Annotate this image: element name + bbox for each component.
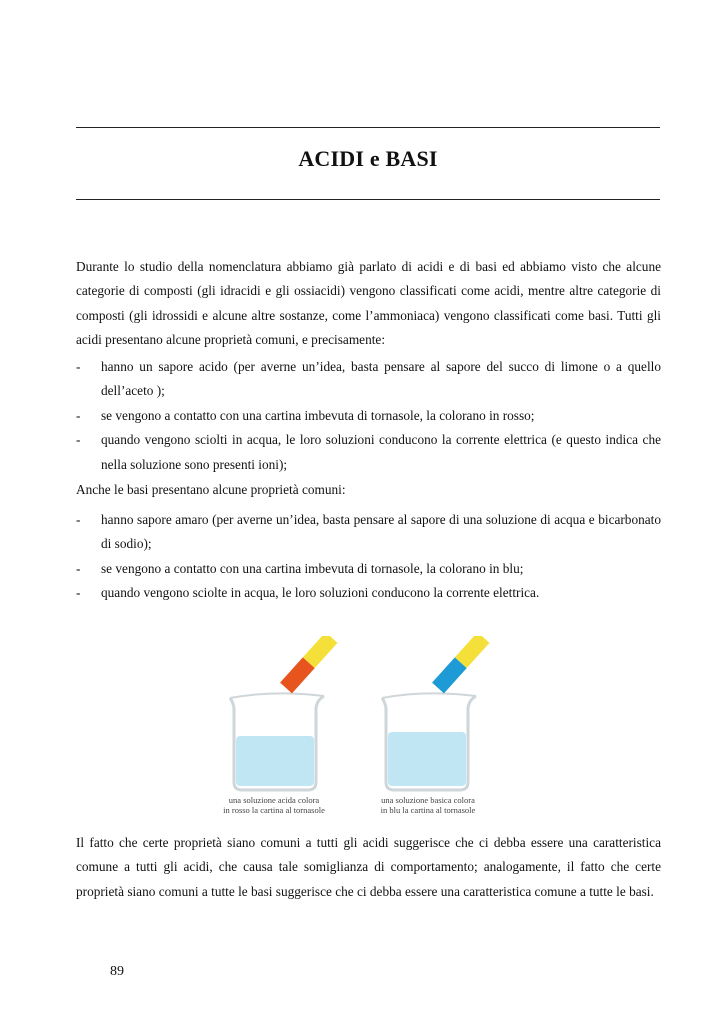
list-dash: - [76, 512, 81, 527]
acid-properties-list [76, 355, 661, 477]
acid-properties-block [76, 355, 661, 477]
list-dash: - [76, 560, 81, 576]
list-dash: - [76, 432, 81, 448]
intro-block [76, 255, 661, 353]
acid-beaker-rim [230, 693, 324, 698]
title-bottom-rule [76, 199, 660, 200]
base-beaker [382, 693, 476, 790]
acid-solution [236, 736, 314, 786]
base-solution [388, 732, 466, 786]
list-item: - quando vengono sciolti in acqua, le loro soluzioni conducono la corrente elettrica (e questo indica che nella soluzione sono presenti ioni); [76, 428, 661, 477]
conclusion-block [76, 831, 661, 904]
list-item: - se vengono a contatto con una cartina imbevuta di tornasole, la colorano in rosso; [76, 404, 661, 428]
list-dash: - [76, 359, 81, 374]
top-rule [76, 127, 660, 128]
list-item: - hanno un sapore acido (per averne un’idea, basta pensare al sapore del succo di limone o a quello dell’aceto ); [76, 355, 661, 404]
base-properties-block [76, 508, 661, 606]
bases-intro-paragraph: Anche le basi presentano alcune proprietà comuni: [76, 482, 346, 497]
conclusion-paragraph: Il fatto che certe proprietà siano comuni a tutti gli acidi suggerisce che ci debba essere una caratteristica comune a tutti gli acidi, che causa tale somiglianza di comportamento; analogamente, il fatto che certe proprietà siano comuni a tutte le basi suggerisce che ci debba essere una caratteristica comune a tutte le basi. [76, 835, 661, 899]
page-number: 89 [110, 964, 124, 979]
base-litmus-strip [432, 636, 489, 693]
list-item: - hanno sapore amaro (per averne un’idea, basta pensare al sapore di una soluzione di acqua e bicarbonato di sodio); [76, 508, 661, 557]
bases-intro-block [76, 478, 661, 502]
page-title: ACIDI e BASI [298, 146, 438, 171]
base-properties-list [76, 508, 661, 606]
intro-paragraph: Durante lo studio della nomenclatura abbiamo già parlato di acidi e di basi ed abbiamo visto che alcune categorie di composti (gli idracidi e gli ossiacidi) vengono classificati come acidi, mentre altre categorie di composti (gli idrossidi e alcune altre sostanze, come l’ammoniaca) vengono classificati come basi. Tutti gli acidi presentano alcune proprietà comuni, e precisamente: [76, 259, 661, 348]
litmus-figure [218, 636, 508, 822]
base-caption-line1: una soluzione basica colora [381, 795, 475, 805]
base-beaker-rim [382, 693, 476, 698]
list-dash: - [76, 407, 81, 423]
acid-caption-line2: in rosso la cartina al tornasole [223, 805, 325, 815]
list-item: - se vengono a contatto con una cartina imbevuta di tornasole, la colorano in blu; [76, 557, 661, 581]
list-dash: - [76, 585, 81, 601]
list-item: - quando vengono sciolte in acqua, le loro soluzioni conducono la corrente elettrica. [76, 581, 661, 605]
acid-beaker [230, 693, 324, 790]
acid-caption-line1: una soluzione acida colora [228, 795, 320, 805]
base-caption-line2: in blu la cartina al tornasole [380, 805, 476, 815]
acid-litmus-strip [280, 636, 337, 693]
